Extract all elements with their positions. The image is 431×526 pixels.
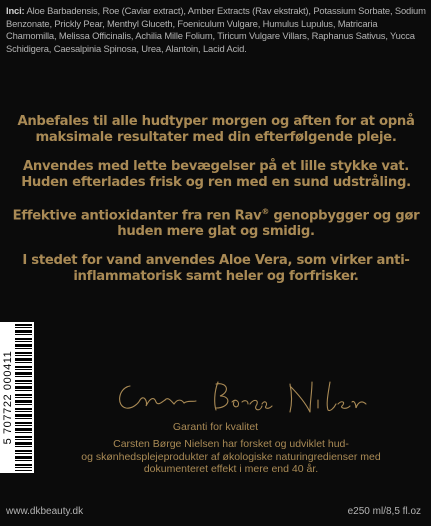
usage-claims [8, 114, 424, 298]
quality-guarantee: Garanti for kvalitet [172, 421, 259, 433]
claim-application: Anvendes med lette bevægelser på et lille stykke vat. Huden efterlades frisk og ren med en sund udstråling. [21, 159, 411, 190]
ingredients-text: Aloe Barbadensis, Roe (Caviar extract), Amber Extracts (Rav ekstrakt), Potassium Sorbate, Sodium Benzonate, Prickly Pear, Menthyl Gluceth, Foeniculum Vulgare, Humulus Lupulus, Matricaria Chamomilla, Melissa Officinalis, Achilia Mille Folium, Tiricum Vulgare Villars, Raphanus Sativus, Yucca Schidigera, Caesalpinia Spinosa, Urea, Alantoin, Lacid Acid. [6, 5, 426, 54]
barcode-digits: 5 707722 000411 [2, 350, 14, 445]
claim-antioxidants-end: genopbygger og gør huden mere glat og smidig. [117, 208, 420, 240]
signature-image [110, 372, 370, 422]
registered-mark: ® [261, 207, 270, 216]
ingredients-list [6, 5, 426, 55]
about-line-1: Carsten Børge Nielsen har forsket og udviklet hud- [113, 438, 349, 450]
claim-antioxidants-start: Effektive antioxidanter fra ren Rav [12, 208, 262, 224]
volume-label: e250 ml/8,5 fl.oz [347, 506, 421, 517]
about-text [55, 438, 407, 476]
ingredients-label: Inci: [6, 5, 25, 16]
claim-antioxidants [8, 204, 424, 240]
website-link[interactable]: www.dkbeauty.dk [6, 506, 84, 517]
barcode [0, 322, 34, 473]
about-line-3: dokumenteret effekt i mere end 40 år. [143, 463, 319, 475]
claim-aloe-vera: I stedet for vand anvendes Aloe Vera, som virker anti-inflammatorisk samt heler og forfrisker. [22, 253, 410, 285]
claim-usage: Anbefales til alle hudtyper morgen og aften for at opnå maksimale resultater med din efterfølgende pleje. [17, 114, 415, 145]
about-line-2: og skønhedsplejeprodukter af økologiske naturingredienser med [81, 450, 381, 463]
barcode-bars [15, 324, 32, 471]
